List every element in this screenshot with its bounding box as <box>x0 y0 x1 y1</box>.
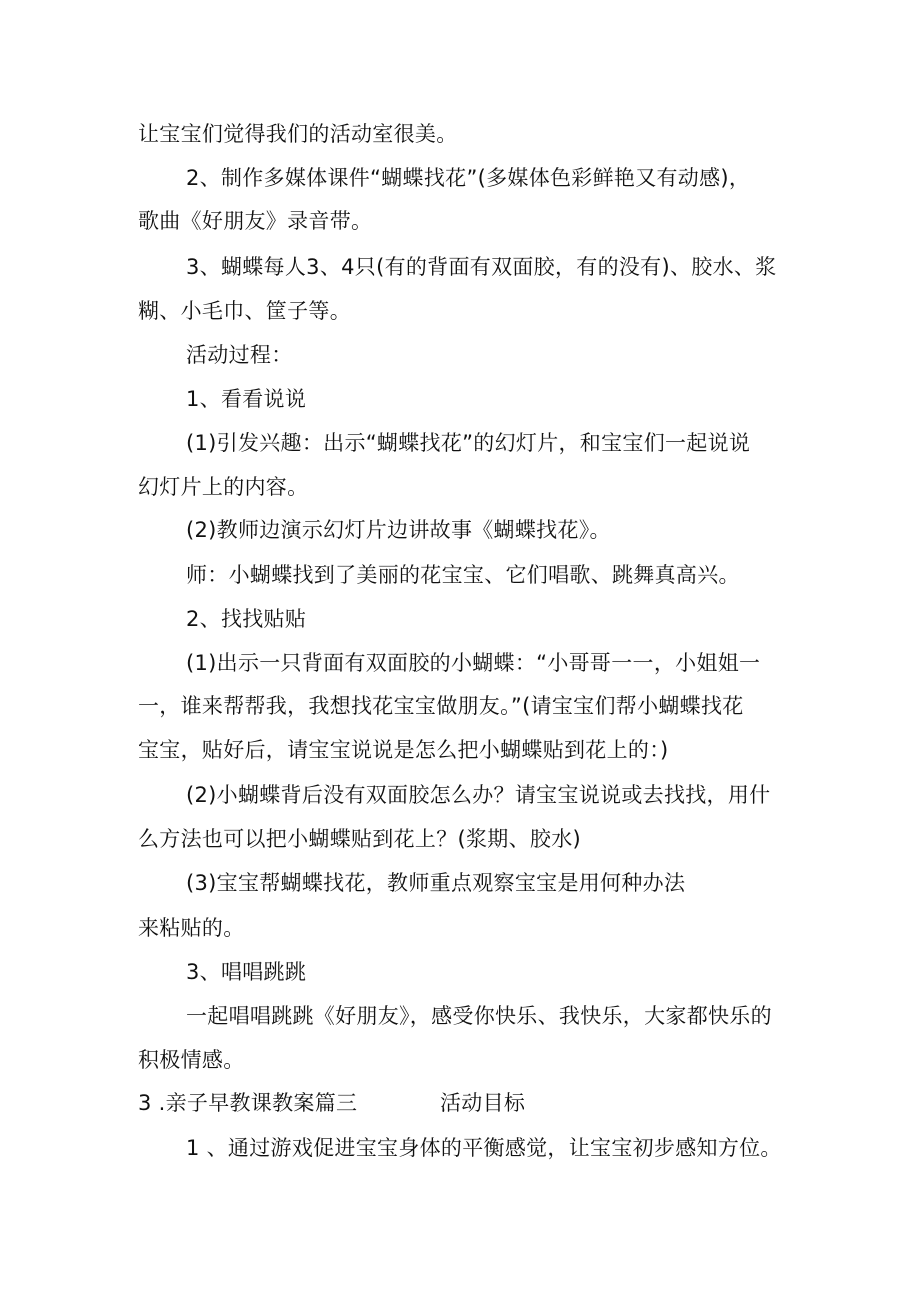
text-line: 一，谁来帮帮我，我想找花宝宝做朋友。”(请宝宝们帮小蝴蝶找花 <box>138 694 744 718</box>
text-line: 么方法也可以把小蝴蝶贴到花上？(浆期、胶水) <box>138 827 581 851</box>
text-line: 1、看看说说 <box>186 387 307 411</box>
text-line: 一起唱唱跳跳《好朋友》，感受你快乐、我快乐，大家都快乐的 <box>186 1004 772 1028</box>
section-heading: 3 .亲子早教课教案篇三 <box>138 1091 358 1115</box>
text-line: 3、蝴蝶每人3、4只(有的背面有双面胶，有的没有)、胶水、浆 <box>186 255 777 279</box>
text-line: 1 、通过游戏促进宝宝身体的平衡感觉，让宝宝初步感知方位。 <box>186 1136 782 1160</box>
section-subheading: 活动目标 <box>440 1091 526 1115</box>
text-line: 3、唱唱跳跳 <box>186 960 307 984</box>
text-line: 师：小蝴蝶找到了美丽的花宝宝、它们唱歌、跳舞真高兴。 <box>186 563 740 587</box>
text-line: 2、制作多媒体课件“蝴蝶找花”(多媒体色彩鲜艳又有动感)， <box>186 166 751 190</box>
text-line: 宝宝，贴好后，请宝宝说说是怎么把小蝴蝶贴到花上的：) <box>138 738 669 762</box>
text-line: 糊、小毛巾、筐子等。 <box>138 299 351 323</box>
text-line: (3)宝宝帮蝴蝶找花，教师重点观察宝宝是用何种办法 <box>186 871 686 895</box>
text-line: 2、找找贴贴 <box>186 607 307 631</box>
text-line: 让宝宝们觉得我们的活动室很美。 <box>138 122 458 146</box>
text-line: (1)引发兴趣：出示“蝴蝶找花”的幻灯片，和宝宝们一起说说 <box>186 431 751 455</box>
text-line: 幻灯片上的内容。 <box>138 475 309 499</box>
text-line: (2)教师边演示幻灯片边讲故事《蝴蝶找花》。 <box>186 518 611 542</box>
text-line: 活动过程： <box>186 343 293 367</box>
text-line: (2)小蝴蝶背后没有双面胶怎么办？请宝宝说说或去找找，用什 <box>186 783 771 807</box>
text-line: (1)出示一只背面有双面胶的小蝴蝶：“小哥哥一一，小姐姐一 <box>186 651 761 675</box>
text-line: 来粘贴的。 <box>138 916 245 940</box>
text-line: 积极情感。 <box>138 1048 245 1072</box>
text-line: 歌曲《好朋友》录音带。 <box>138 209 373 233</box>
